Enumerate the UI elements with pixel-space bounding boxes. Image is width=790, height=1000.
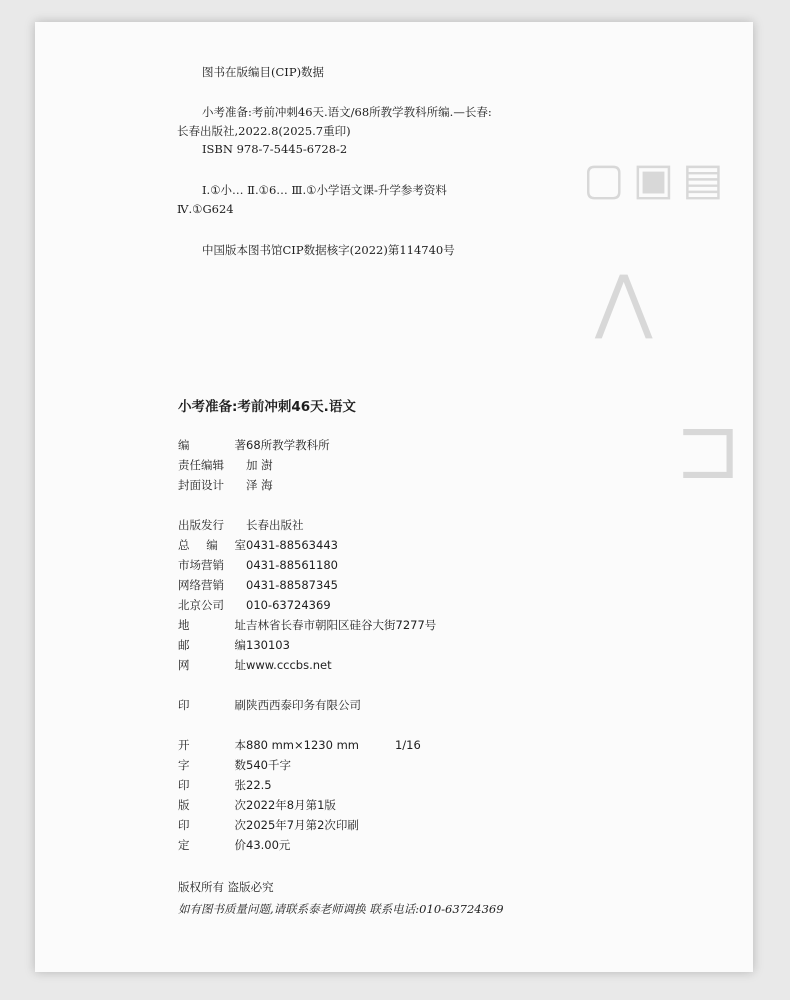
spec-label-part: 次 — [234, 798, 246, 812]
publisher-label-part: 址 — [234, 618, 246, 632]
credit-label-part: 封面设计 — [178, 478, 224, 492]
cip-classify2: Ⅳ.①G624 — [177, 202, 234, 216]
copyright-page — [35, 22, 753, 972]
publisher-label-part: 北京公司 — [178, 598, 224, 612]
credit-label-part: 责任编辑 — [178, 458, 224, 472]
spec-value: 43.00元 — [246, 838, 291, 852]
publisher-label-part: 市场营销 — [178, 558, 224, 572]
credit-value: 泽 海 — [246, 478, 273, 492]
credit-row — [178, 475, 330, 495]
spec-value: 880 mm×1230 mm — [246, 738, 359, 752]
printer-label — [178, 695, 246, 715]
publisher-row — [178, 515, 436, 535]
publisher-label — [178, 535, 246, 555]
publisher-value: 吉林省长春市朝阳区硅谷大街7277号 — [246, 618, 437, 632]
spec-label-part: 印 — [178, 778, 190, 792]
publisher-label-part: 网 — [178, 658, 190, 672]
spec-value: 2025年7月第2次印刷 — [246, 818, 359, 832]
publisher-label — [178, 615, 246, 635]
spec-extra: 1/16 — [394, 738, 421, 752]
spec-row — [178, 735, 421, 755]
publisher-label — [178, 555, 246, 575]
spec-label-part: 价 — [234, 838, 246, 852]
spec-label-part: 张 — [234, 778, 246, 792]
spec-label-part: 次 — [234, 818, 246, 832]
publisher-value: 010-63724369 — [246, 598, 331, 612]
printer-row — [178, 695, 361, 715]
book-title: 小考准备:考前冲刺46天.语文 — [178, 399, 356, 415]
credit-value: 加 澍 — [246, 458, 273, 472]
spec-row — [178, 755, 421, 775]
spec-label-part: 版 — [178, 798, 190, 812]
credit-row — [178, 455, 330, 475]
publisher-value: 0431-88563443 — [246, 538, 338, 552]
credit-label-part: 编 — [178, 438, 190, 452]
quality-notice: 如有图书质量问题,请联系泰老师调换 联系电话:010-63724369 — [178, 902, 504, 916]
printer-info — [178, 695, 361, 715]
publisher-value: 长春出版社 — [246, 518, 304, 532]
spec-label-part: 开 — [178, 738, 190, 752]
credits-list — [178, 435, 330, 495]
cip-line1: 小考准备:考前冲刺46天.语文/68所教学教科所编.—长春: — [202, 105, 492, 119]
watermark-stamp: ▢▣▤ — [583, 154, 732, 205]
printer-value: 陕西西泰印务有限公司 — [246, 698, 361, 712]
publisher-label-part: 总 — [178, 538, 190, 552]
publisher-row — [178, 595, 436, 615]
spec-row — [178, 775, 421, 795]
cip-heading: 图书在版编目(CIP)数据 — [202, 65, 325, 79]
publisher-value: www.cccbs.net — [246, 658, 332, 672]
spec-row — [178, 815, 421, 835]
publisher-label-part: 网络营销 — [178, 578, 224, 592]
publisher-row — [178, 615, 436, 635]
spec-label — [178, 735, 246, 755]
spec-label-part: 字 — [178, 758, 190, 772]
publisher-label-part: 址 — [234, 658, 246, 672]
credit-row — [178, 435, 330, 455]
publisher-label-part: 出版发行 — [178, 518, 224, 532]
publisher-label — [178, 635, 246, 655]
publisher-label-part: 编 — [234, 638, 246, 652]
publisher-label-part: 编 — [206, 538, 218, 552]
spec-value: 22.5 — [246, 778, 272, 792]
publisher-row — [178, 535, 436, 555]
spec-label — [178, 755, 246, 775]
spec-value: 540千字 — [246, 758, 291, 772]
publisher-label — [178, 575, 246, 595]
publisher-row — [178, 655, 436, 675]
spec-label — [178, 795, 246, 815]
credit-label — [178, 475, 246, 495]
spec-label-part: 本 — [234, 738, 246, 752]
spec-label-part: 定 — [178, 838, 190, 852]
spec-label-part: 印 — [178, 818, 190, 832]
printer-label-part: 印 — [178, 698, 190, 712]
credit-label — [178, 435, 246, 455]
publisher-label — [178, 515, 246, 535]
watermark-block: ⊐ — [675, 407, 742, 497]
publisher-row — [178, 575, 436, 595]
publisher-label-part: 室 — [234, 538, 246, 552]
rights-statement: 版权所有 盗版必究 — [178, 880, 274, 894]
cip-line2: 长春出版社,2022.8(2025.7重印) — [177, 124, 351, 138]
cip-library-number: 中国版本图书馆CIP数据核字(2022)第114740号 — [202, 243, 455, 257]
spec-row — [178, 795, 421, 815]
publisher-value: 130103 — [246, 638, 290, 652]
spec-row — [178, 835, 421, 855]
spec-label — [178, 815, 246, 835]
publisher-label-part: 邮 — [178, 638, 190, 652]
spec-value: 2022年8月第1版 — [246, 798, 336, 812]
publisher-label — [178, 655, 246, 675]
credit-label-part: 著 — [234, 438, 246, 452]
watermark-glyph: ⋀ — [595, 260, 653, 342]
publisher-label-part: 地 — [178, 618, 190, 632]
publisher-label — [178, 595, 246, 615]
publisher-value: 0431-88561180 — [246, 558, 338, 572]
spec-label-part: 数 — [234, 758, 246, 772]
specs-list — [178, 735, 421, 855]
spec-label — [178, 835, 246, 855]
credit-label — [178, 455, 246, 475]
publisher-row — [178, 635, 436, 655]
credit-value: 68所教学教科所 — [246, 438, 330, 452]
cip-classify1: Ⅰ.①小… Ⅱ.①6… Ⅲ.①小学语文课-升学参考资料 — [202, 183, 447, 197]
publisher-row — [178, 555, 436, 575]
cip-isbn: ISBN 978-7-5445-6728-2 — [202, 142, 348, 156]
spec-label — [178, 775, 246, 795]
printer-label-part: 刷 — [234, 698, 246, 712]
publisher-list — [178, 515, 436, 675]
publisher-value: 0431-88587345 — [246, 578, 338, 592]
